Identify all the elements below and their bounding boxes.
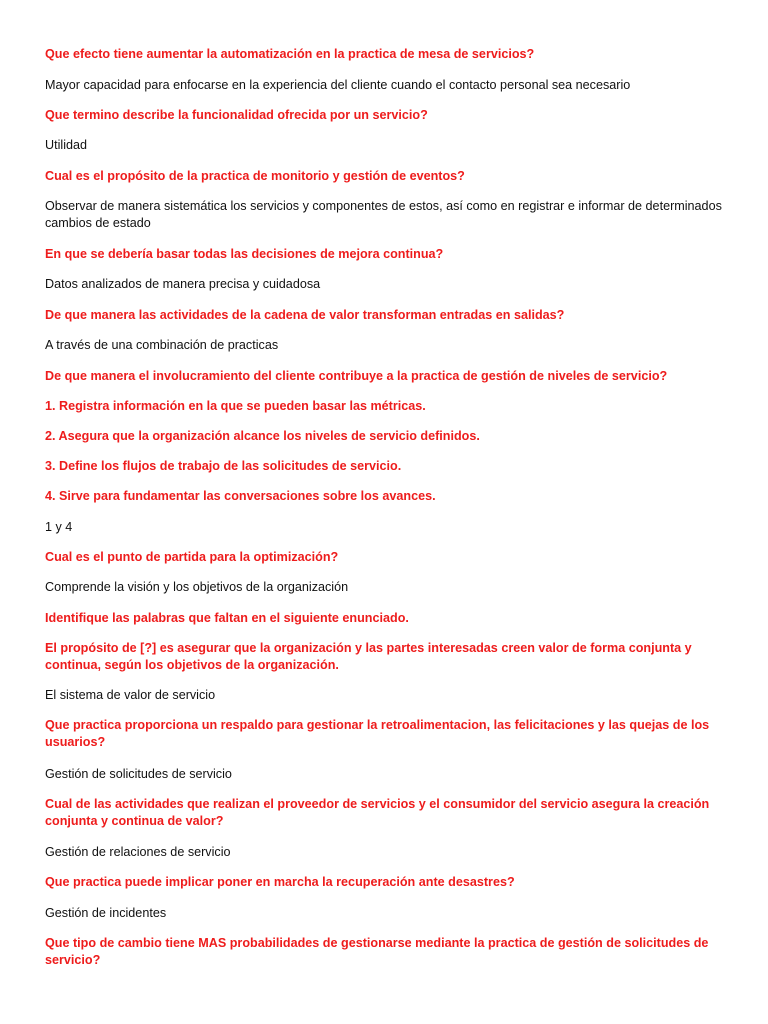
question-text: Identifique las palabras que faltan en el siguiente enunciado.: [45, 611, 409, 625]
option-text: 4. Sirve para fundamentar las conversaciones sobre los avances.: [45, 489, 436, 503]
question-text: Cual es el propósito de la practica de monitorio y gestión de eventos?: [45, 169, 465, 183]
answer-text: Observar de manera sistemática los servicios y componentes de estos, así como en registrar e informar de determinados cambios de estado: [45, 199, 722, 230]
answer-text: 1 y 4: [45, 520, 73, 534]
answer-text: Gestión de incidentes: [45, 906, 167, 920]
question-text: Cual de las actividades que realizan el proveedor de servicios y el consumidor del servicio asegura la creación conjunta y continua de valor?: [45, 797, 710, 828]
answer-text: A través de una combinación de practicas: [45, 338, 279, 352]
answer-text: Mayor capacidad para enfocarse en la experiencia del cliente cuando el contacto personal sea necesario: [45, 78, 631, 92]
question-text: Que practica proporciona un respaldo para gestionar la retroalimentacion, las felicitaciones y las quejas de los usuarios?: [45, 718, 710, 749]
question-text: Que efecto tiene aumentar la automatización en la practica de mesa de servicios?: [45, 47, 535, 61]
answer-text: Gestión de relaciones de servicio: [45, 845, 231, 859]
answer-text: Utilidad: [45, 138, 87, 152]
question-text: De que manera las actividades de la cadena de valor transforman entradas en salidas?: [45, 308, 565, 322]
question-text: Que tipo de cambio tiene MAS probabilidades de gestionarse mediante la practica de gestión de solicitudes de servicio?: [45, 936, 709, 967]
answer-text: Comprende la visión y los objetivos de la organización: [45, 580, 349, 594]
option-text: 1. Registra información en la que se pueden basar las métricas.: [45, 399, 426, 413]
question-text: De que manera el involucramiento del cliente contribuye a la practica de gestión de niveles de servicio?: [45, 369, 668, 383]
question-text: Que practica puede implicar poner en marcha la recuperación ante desastres?: [45, 875, 515, 889]
question-text: Cual es el punto de partida para la optimización?: [45, 550, 339, 564]
question-text: En que se debería basar todas las decisiones de mejora continua?: [45, 247, 444, 261]
option-text: 3. Define los flujos de trabajo de las solicitudes de servicio.: [45, 459, 402, 473]
answer-text: Datos analizados de manera precisa y cuidadosa: [45, 277, 321, 291]
question-text: El propósito de [?] es asegurar que la organización y las partes interesadas creen valor de forma conjunta y continua, según los objetivos de la organización.: [45, 641, 692, 672]
answer-text: Gestión de solicitudes de servicio: [45, 767, 232, 781]
question-text: Que termino describe la funcionalidad ofrecida por un servicio?: [45, 108, 428, 122]
answer-text: El sistema de valor de servicio: [45, 688, 216, 702]
option-text: 2. Asegura que la organización alcance los niveles de servicio definidos.: [45, 429, 480, 443]
